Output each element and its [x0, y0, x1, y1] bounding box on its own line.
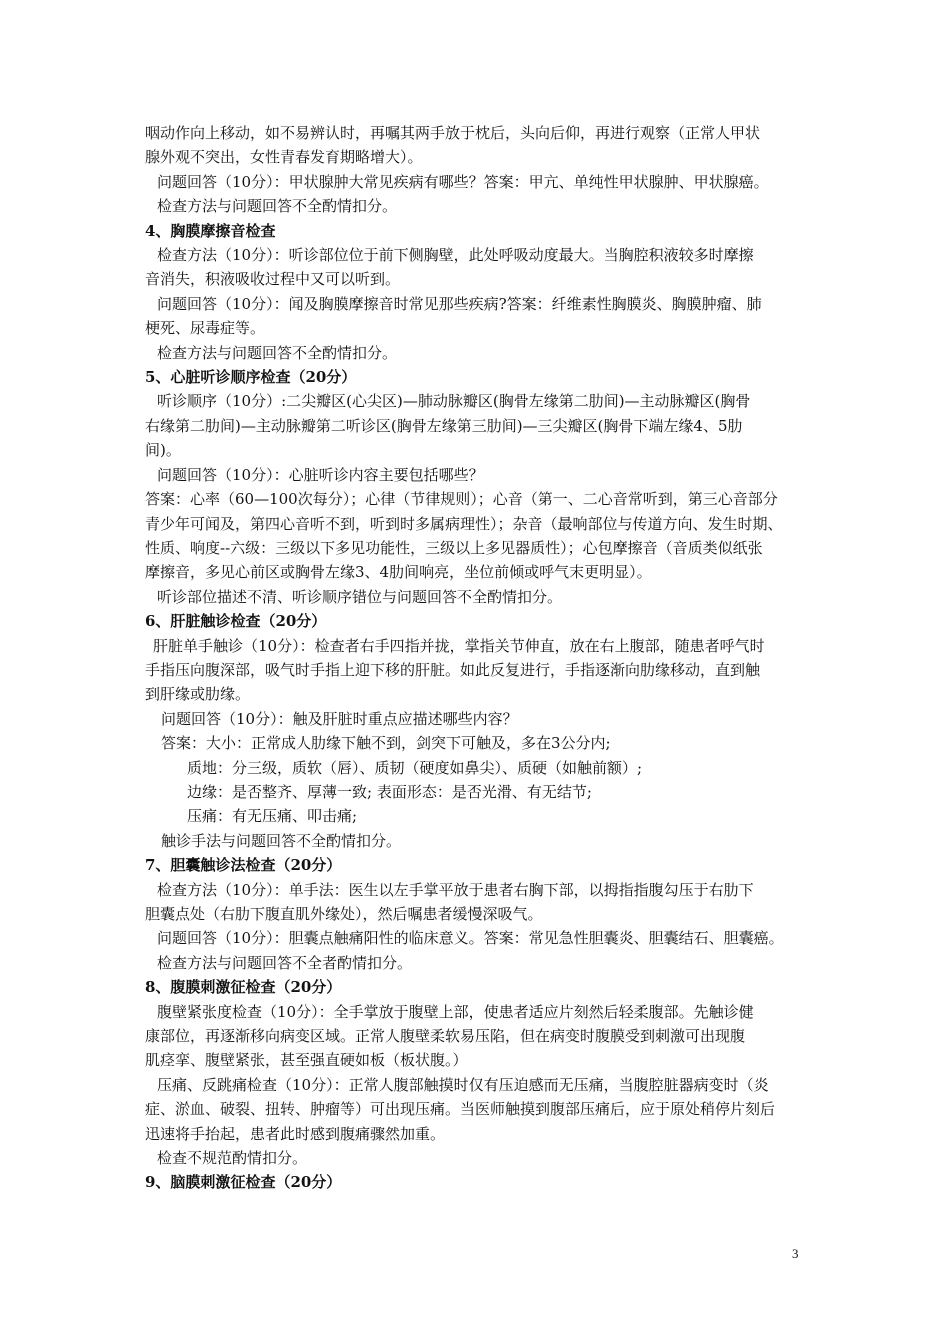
text-line: 答案：大小：正常成人肋缘下触不到，剑突下可触及，多在3公分内;: [161, 734, 611, 753]
text-line: 检查方法与问题回答不全酌情扣分。: [157, 343, 398, 362]
text-line: 摩擦音，多见心前区或胸骨左缘3、4肋间响亮，坐位前倾或呼气末更明显）。: [145, 563, 652, 582]
section-heading: 6、肝脏触诊检查（20分）: [145, 612, 327, 631]
text-line: 边缘：是否整齐、厚薄一致; 表面形态：是否光滑、有无结节;: [187, 782, 592, 801]
section-heading: 8、腹膜刺激征检查（20分）: [145, 978, 342, 997]
text-line: 触诊手法与问题回答不全酌情扣分。: [161, 831, 402, 850]
text-line: 检查不规范酌情扣分。: [157, 1149, 308, 1168]
text-line: 迅速将手抬起，患者此时感到腹痛骤然加重。: [145, 1124, 446, 1143]
text-line: 听诊顺序（10分）:二尖瓣区(心尖区)—肺动脉瓣区(胸骨左缘第二肋间)—主动脉瓣区(胸骨: [157, 392, 751, 411]
text-line: 答案：心率（60—100次每分）；心律（节律规则）；心音（第一、二心音常听到，第三心音部分: [145, 490, 778, 509]
text-line: 右缘第二肋间)—主动脉瓣第二听诊区(胸骨左缘第三肋间)—三尖瓣区(胸骨下端左缘4、5肋: [145, 416, 743, 435]
text-line: 间)。: [145, 441, 181, 460]
text-line: 问题回答（10分）：触及肝脏时重点应描述哪些内容？: [161, 709, 518, 728]
section-heading: 5、心脏听诊顺序检查（20分）: [145, 368, 357, 387]
section-heading: 9、脑膜刺激征检查（20分）: [145, 1173, 342, 1192]
text-line: 咽动作向上移动，如不易辨认时，再嘱其两手放于枕后，头向后仰，再进行观察（正常人甲状: [145, 124, 761, 142]
text-line: 肌痉挛、腹壁紧张，甚至强直硬如板（板状腹。）: [145, 1051, 468, 1070]
text-line: 质地：分三级，质软（唇）、质韧（硬度如鼻尖）、质硬（如触前额）;: [187, 758, 643, 777]
text-line: 到肝缘或肋缘。: [145, 685, 251, 704]
text-line: 问题回答（10分）：闻及胸膜摩擦音时常见那些疾病?答案：纤维素性胸膜炎、胸膜肿瘤、肺: [157, 294, 762, 313]
text-line: 压痛、反跳痛检查（10分）：正常人腹部触摸时仅有压迫感而无压痛，当腹腔脏器病变时（炎: [157, 1075, 769, 1094]
text-line: 问题回答（10分）：心脏听诊内容主要包括哪些？: [157, 465, 484, 484]
text-line: 听诊部位描述不清、听诊顺序错位与问题回答不全酌情扣分。: [157, 587, 563, 606]
text-line: 检查方法与问题回答不全酌情扣分。: [157, 197, 398, 216]
text-line: 检查方法（10分）：听诊部位位于前下侧胸壁，此处呼吸动度最大。当胸腔积液较多时摩擦: [157, 246, 754, 265]
text-line: 检查方法与问题回答不全者酌情扣分。: [157, 953, 413, 972]
page-number: 3: [792, 1246, 799, 1261]
text-line: 腺外观不突出，女性青春发育期略增大）。: [145, 148, 423, 167]
section-heading: 4、胸膜摩擦音检查: [145, 221, 276, 240]
text-line: 康部位，再逐渐移向病变区域。正常人腹壁柔软易压陷，但在病变时腹膜受到刺激可出现腹: [145, 1027, 746, 1046]
text-line: 青少年可闻及，第四心音听不到，听到时多属病理性）；杂音（最响部位与传道方向、发生时期、: [145, 514, 783, 533]
document-body: [145, 121, 825, 1195]
text-line: 问题回答（10分）：胆囊点触痛阳性的临床意义。答案：常见急性胆囊炎、胆囊结石、胆囊癌。: [157, 929, 784, 948]
text-line: 问题回答（10分）：甲状腺肿大常见疾病有哪些？答案：甲亢、单纯性甲状腺肿、甲状腺癌。: [157, 172, 769, 191]
text-line: 肝脏单手触诊（10分）：检查者右手四指并拢，掌指关节伸直，放在右上腹部，随患者呼气时: [153, 636, 765, 655]
text-line: 音消失，积液吸收过程中又可以听到。: [145, 270, 401, 289]
text-line: 腹壁紧张度检查（10分）：全手掌放于腹壁上部，使患者适应片刻然后轻柔腹部。先触诊健: [157, 1002, 754, 1021]
text-line: 检查方法（10分）：单手法：医生以左手掌平放于患者右胸下部，以拇指指腹勾压于右肋下: [157, 880, 754, 899]
text-line: 压痛：有无压痛、叩击痛;: [187, 807, 358, 826]
text-line: 梗死、尿毒症等。: [145, 319, 266, 338]
section-heading: 7、胆囊触诊法检查（20分）: [145, 856, 342, 875]
text-line: 症、淤血、破裂、扭转、肿瘤等）可出现压痛。当医师触摸到腹部压痛后，应于原处稍停片刻后: [145, 1100, 776, 1119]
text-line: 手指压向腹深部，吸气时手指上迎下移的肝脏。如此反复进行，手指逐渐向肋缘移动，直到触: [145, 660, 761, 679]
text-line: 性质、响度--六级：三级以下多见功能性，三级以上多见器质性）；心包摩擦音（音质类似纸张: [145, 538, 763, 557]
text-line: 胆囊点处（右肋下腹直肌外缘处），然后嘱患者缓慢深吸气。: [145, 905, 543, 923]
